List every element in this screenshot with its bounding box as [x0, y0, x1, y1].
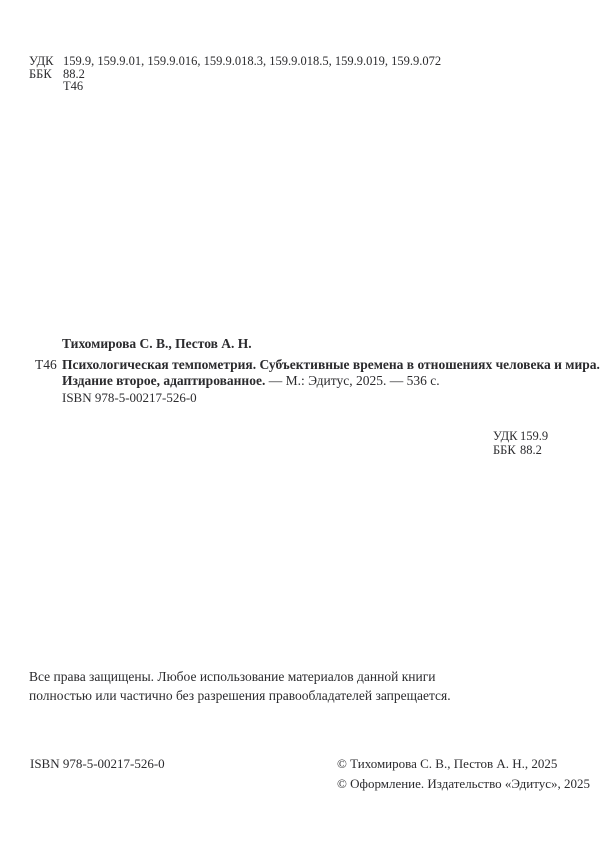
bbk-right-row [493, 443, 548, 457]
udk-right-row [493, 429, 548, 443]
entry-author-mark: Т46 [35, 357, 57, 372]
book-title-line: Психологическая темпометрия. Субъективные времена в отношениях человека и мира. [62, 357, 600, 372]
copyright-authors: © Тихомирова С. В., Пестов А. Н., 2025 [337, 756, 558, 771]
catalog-entry [35, 357, 600, 389]
udk-right-value: 159.9 [520, 429, 549, 443]
entry-text [62, 357, 600, 389]
udk-label: УДК [29, 54, 54, 68]
rights-line-2: полностью или частично без разрешения правообладателей запрещается. [29, 687, 451, 703]
isbn-line: ISBN 978-5-00217-526-0 [62, 390, 197, 405]
rights-notice [29, 668, 451, 705]
footer-isbn: ISBN 978-5-00217-526-0 [30, 756, 165, 771]
bbk-right-label: ББК [493, 443, 516, 457]
udk-row [29, 55, 441, 68]
author-mark-row [29, 80, 441, 93]
bbk-value: 88.2 [63, 66, 85, 81]
bbk-row [29, 68, 441, 81]
bbk-right-value: 88.2 [520, 443, 542, 457]
authors-line: Тихомирова С. В., Пестов А. Н. [62, 336, 252, 351]
author-mark-value: Т46 [63, 79, 84, 94]
edition-imprint-line [62, 373, 600, 389]
rights-line-1: Все права защищены. Любое использование материалов данной книги [29, 669, 436, 684]
classification-codes-top [29, 55, 441, 93]
imprint-text: — М.: Эдитус, 2025. — 536 с. [265, 373, 440, 388]
edition-text: Издание второе, адаптированное. [62, 373, 266, 388]
udk-right-label: УДК [493, 429, 518, 443]
udk-value: 159.9, 159.9.01, 159.9.016, 159.9.018.3, 159.9.018.5, 159.9.019, 159.9.072 [63, 54, 442, 68]
bbk-label: ББК [29, 66, 52, 81]
copyright-publisher: © Оформление. Издательство «Эдитус», 2025 [337, 776, 590, 791]
copyright-block [337, 754, 590, 794]
classification-codes-right [493, 429, 548, 457]
